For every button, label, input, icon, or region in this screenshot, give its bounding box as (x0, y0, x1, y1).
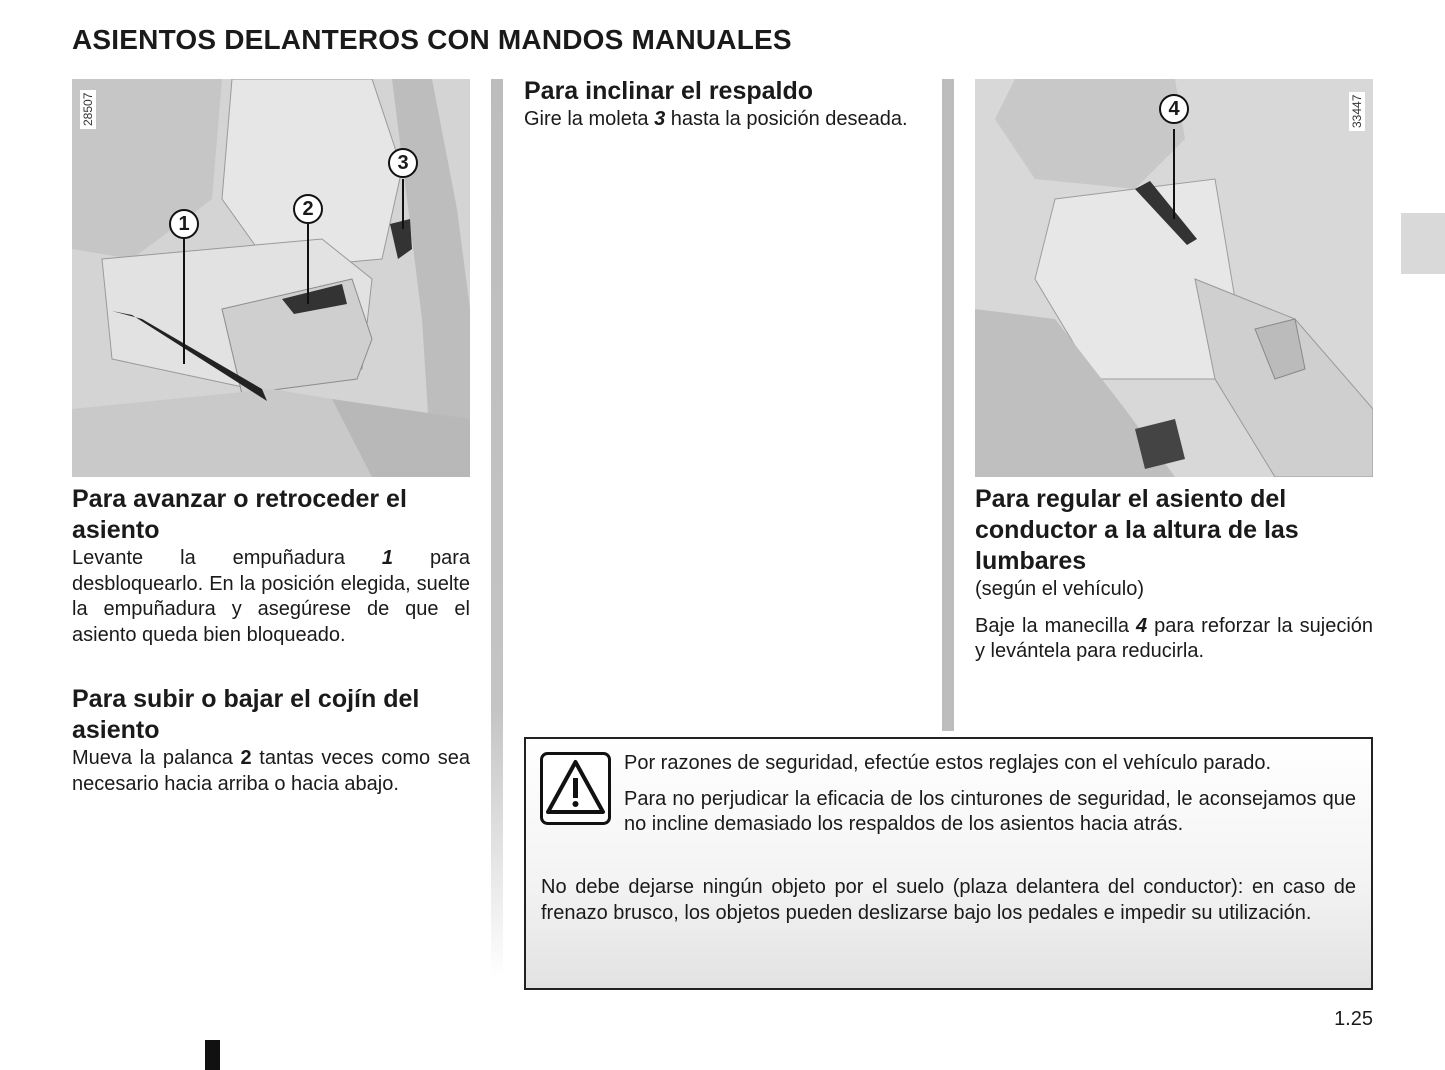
column-separator (942, 79, 954, 731)
section-text: Mueva la palanca 2 tantas veces como sea necesario hacia arriba o hacia abajo. (72, 747, 470, 795)
warning-box (524, 737, 1373, 990)
section-heading: Para avanzar o retroceder el asiento (72, 485, 407, 544)
warning-text: Para no perjudicar la eficacia de los cinturones de seguridad, le aconsejamos que no incline demasiado los respaldos de los asientos hacia atrás. (624, 787, 1356, 835)
ref-number: 3 (654, 108, 666, 130)
seat-controls-illustration (72, 79, 470, 477)
callout-4: 4 (1159, 94, 1189, 124)
warning-text: No debe dejarse ningún objeto por el suelo (plaza delantera del conductor): en caso de frenazo brusco, los objetos pueden deslizarse bajo los pedales e impedir su utilización. (541, 876, 1356, 924)
lumbar-control-illustration (975, 79, 1373, 477)
section-note: (según el vehículo) (975, 578, 1144, 600)
callout-2: 2 (293, 194, 323, 224)
callout-3: 3 (388, 148, 418, 178)
seat-drawing (72, 79, 470, 477)
page-number: 1.25 (1334, 1008, 1373, 1030)
section-heading: Para regular el asiento del conductor a la altura de las lumbares (975, 485, 1299, 575)
section-text: Gire la moleta 3 hasta la posición deseada. (524, 108, 908, 130)
chapter-tab (1401, 213, 1445, 274)
warning-triangle-icon (540, 752, 611, 825)
section-text: Levante la empuñadura 1 para desbloquearlo. En la posición elegida, suelte la empuñadura y asegúrese de que el asiento queda bien bloqueado. (72, 547, 470, 646)
ref-number: 4 (1136, 614, 1148, 637)
figure-code: 28507 (80, 90, 96, 129)
warning-text: Por razones de seguridad, efectúe estos reglajes con el vehículo parado. (624, 752, 1272, 774)
ref-number: 1 (381, 547, 394, 569)
callout-1: 1 (169, 209, 199, 239)
page-title: ASIENTOS DELANTEROS CON MANDOS MANUALES (72, 24, 792, 55)
ref-number: 2 (240, 747, 252, 769)
lumbar-drawing (975, 79, 1373, 477)
column-separator (491, 79, 503, 979)
section-heading: Para inclinar el respaldo (524, 77, 814, 105)
footer-mark (205, 1040, 220, 1070)
section-text: Baje la manecilla 4 para reforzar la sujeción y levántela para reducirla. (975, 614, 1374, 662)
section-heading: Para subir o bajar el cojín del asiento (72, 685, 420, 744)
figure-code: 33447 (1349, 92, 1365, 131)
